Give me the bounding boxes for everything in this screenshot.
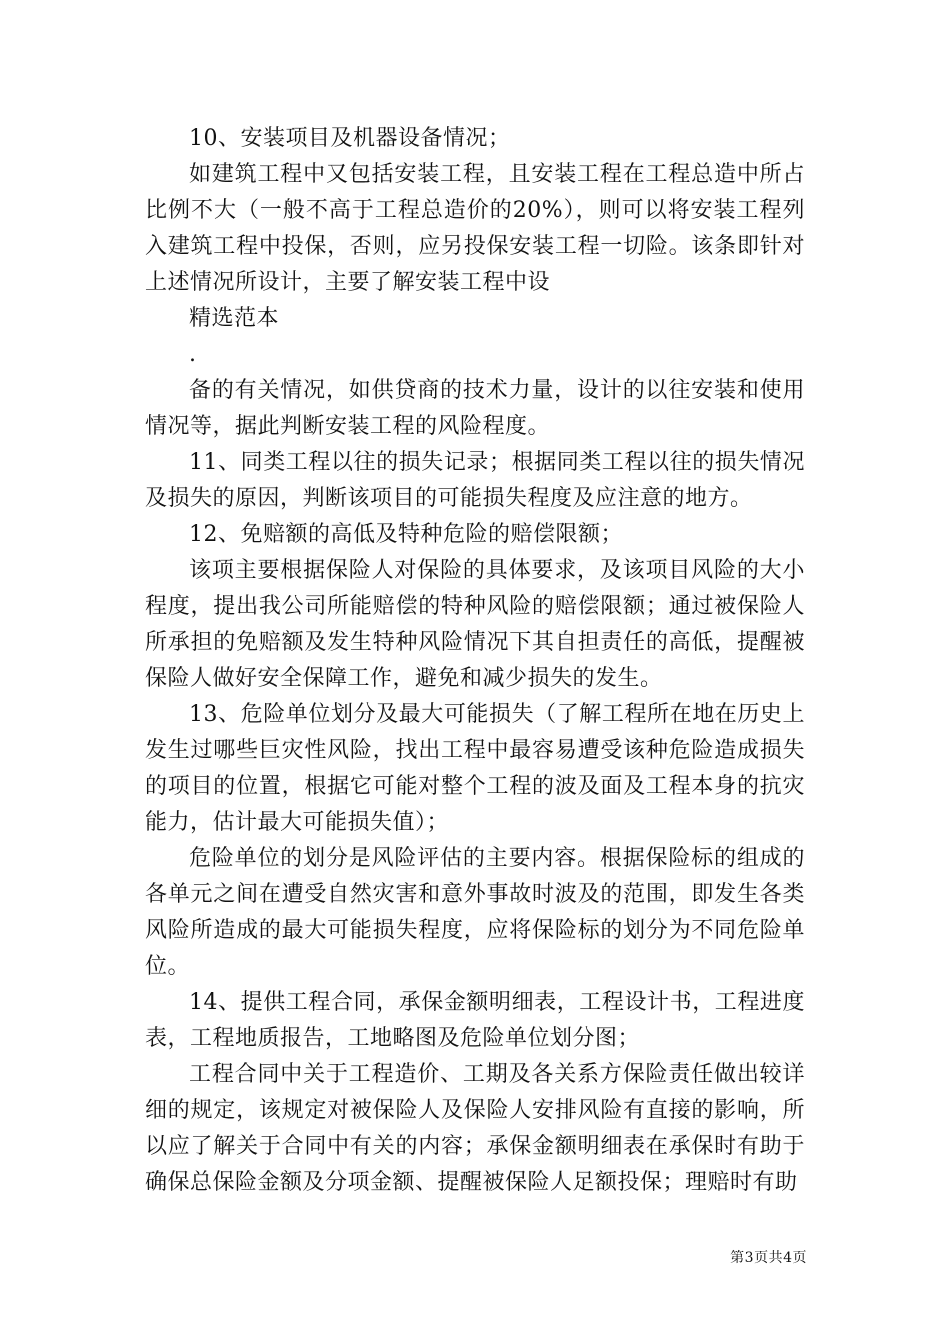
paragraph-equipment-details: 备的有关情况，如供贷商的技术力量，设计的以往安装和使用情况等，据此判断安装工程的风险程度。 — [145, 378, 805, 439]
paragraph-item-11: 11、同类工程以往的损失记录；根据同类工程以往的损失情况及损失的原因，判断该项目的可能损失程度及应注意的地方。 — [145, 450, 805, 511]
page-number-footer: 第3页共4页 — [730, 1250, 807, 1266]
paragraph-item-13: 13、危险单位划分及最大可能损失（了解工程所在地在历史上发生过哪些巨灾性风险，找出工程中最容易遭受该种危险造成损失的项目的位置，根据它可能对整个工程的波及面及工程本身的抗灾能力，估计最大可能损失值）； — [145, 702, 805, 835]
document-body — [145, 121, 805, 1201]
paragraph-contract-details: 工程合同中关于工程造价、工期及各关系方保险责任做出较详细的规定，该规定对被保险人及保险人安排风险有直接的影响，所以应了解关于合同中有关的内容；承保金额明细表在承保时有助于确保总保险金额及分项金额、提醒被保险人足额投保；理赔时有助 — [145, 1062, 805, 1195]
paragraph-item-10-heading: 10、安装项目及机器设备情况； — [189, 126, 511, 151]
paragraph-item-12-heading: 12、免赔额的高低及特种危险的赔偿限额； — [189, 522, 623, 547]
paragraph-risk-unit-division: 危险单位的划分是风险评估的主要内容。根据保险标的组成的各单元之间在遭受自然灾害和意外事故时波及的范围，即发生各类风险所造成的最大可能损失程度，应将保险标的划分为不同危险单位。 — [145, 846, 805, 979]
paragraph-deductible-details: 该项主要根据保险人对保险的具体要求，及该项目风险的大小程度，提出我公司所能赔偿的特种风险的赔偿限额；通过被保险人所承担的免赔额及发生特种风险情况下其自担责任的高低，提醒被保险人做好安全保障工作，避免和减少损失的发生。 — [145, 558, 805, 691]
page-break-dot: . — [189, 342, 196, 367]
paragraph-install-engineering: 如建筑工程中又包括安装工程，且安装工程在工程总造中所占比例不大（一般不高于工程总造价的20%），则可以将安装工程列入建筑工程中投保，否则，应另投保安装工程一切险。该条即针对上述情况所设计，主要了解安装工程中设 — [145, 162, 805, 295]
watermark-text: 精选范本 — [189, 306, 280, 331]
paragraph-item-14: 14、提供工程合同，承保金额明细表，工程设计书，工程进度表，工程地质报告，工地略图及危险单位划分图； — [145, 990, 805, 1051]
